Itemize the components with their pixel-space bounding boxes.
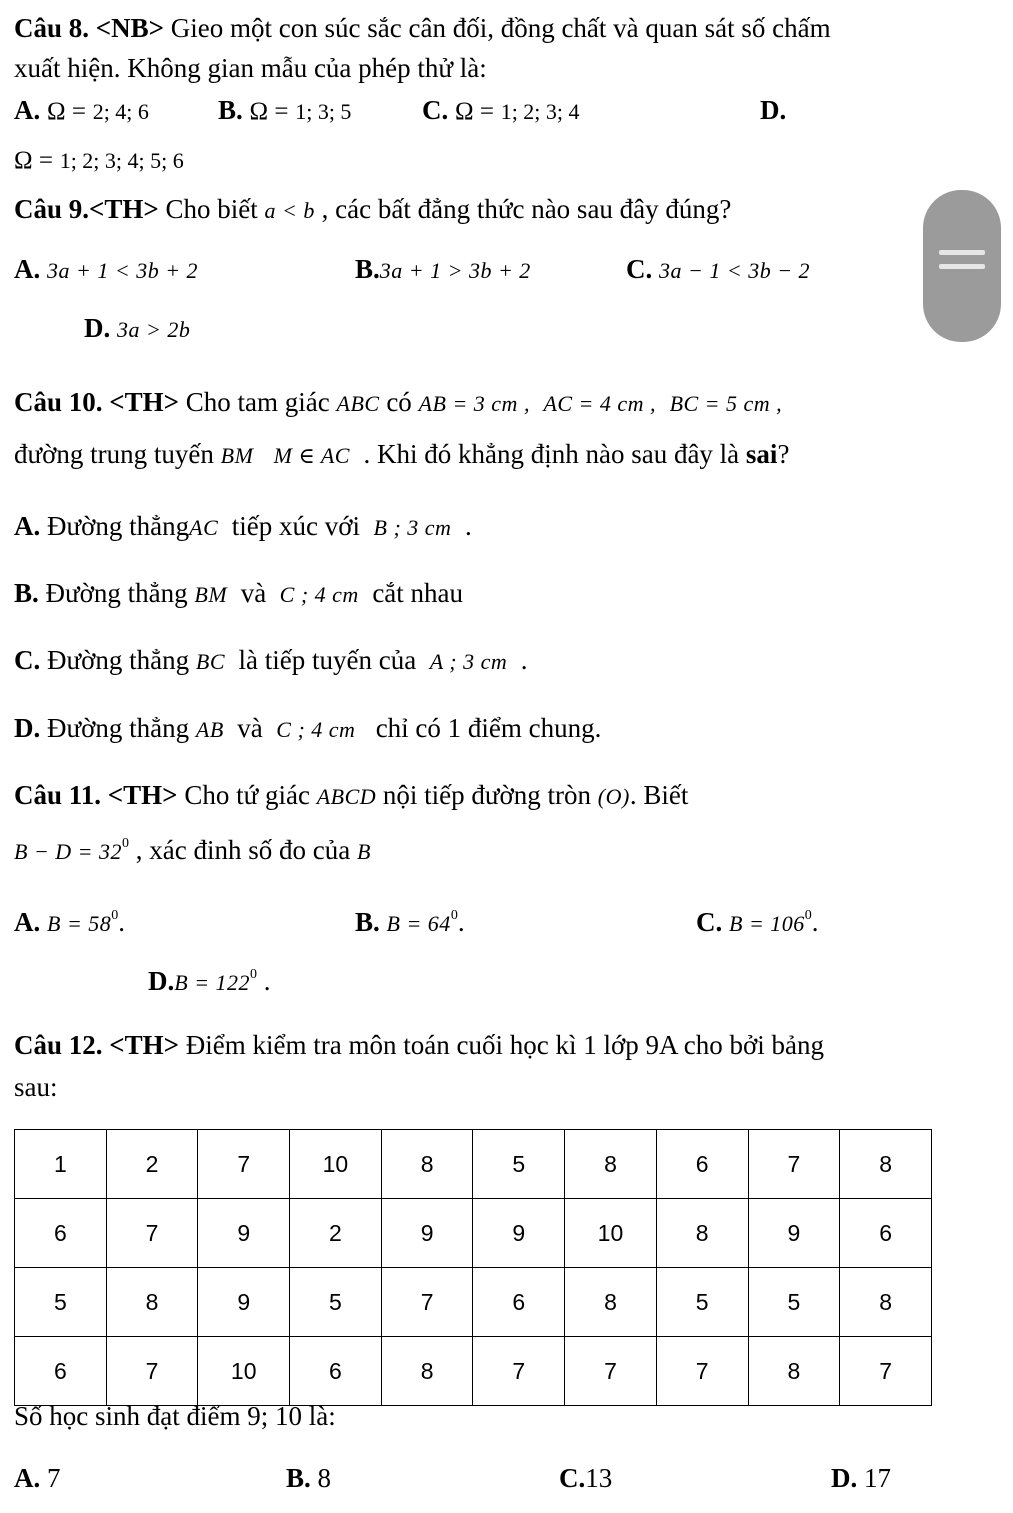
q11-option-a[interactable]: A. $B = 58^0$. (14, 907, 126, 937)
q10-option-b[interactable]: B. Đường thẳng BM và C ; 4 cm cắt nhau (14, 578, 464, 608)
q12-line2: sau: (14, 1072, 58, 1102)
table-row: 5 8 9 5 7 6 8 5 5 8 (15, 1268, 932, 1337)
q10-option-c[interactable]: C. Đường thẳng BC là tiếp tuyến của A ; 3 cm . (14, 645, 528, 675)
q9-option-b[interactable]: B.3a + 1 > 3b + 2 (355, 254, 531, 284)
q9-label: Câu 9. (14, 194, 90, 224)
q8-tag: <NB> (95, 13, 165, 43)
table-row: 6 7 9 2 9 9 10 8 9 6 (15, 1199, 932, 1268)
q12-question: Số học sinh đạt điểm 9; 10 là: (14, 1401, 336, 1431)
q10-option-a[interactable]: A. Đường thẳngAC tiếp xúc với B ; 3 cm . (14, 511, 472, 541)
table-row: 1 2 7 10 8 5 8 6 7 8 (15, 1130, 932, 1199)
table-row: 6 7 10 6 8 7 7 7 8 7 (15, 1337, 932, 1406)
q8-line1 (14, 12, 831, 44)
handle-grip-icon (939, 250, 985, 255)
q10-line1: Câu 10. <TH> Cho tam giác ABC có AB = 3 cm , AC = 4 cm , BC = 5 cm , (14, 387, 783, 417)
q10-line2: đường trung tuyến BM M ∈ AC . Khi đó khẳng định nào sau đây là sai? (14, 439, 790, 469)
q11-line1: Câu 11. <TH> Cho tứ giác ABCD nội tiếp đường tròn (O). Biết (14, 780, 689, 810)
q11-label: Câu 11. (14, 780, 102, 810)
q11-option-d[interactable]: $D.B = 122^0$ . (148, 966, 271, 996)
q12-option-d[interactable]: D. 17 (831, 1463, 891, 1493)
q8-option-d-value[interactable]: Ω = 1; 2; 3; 4; 5; 6 (14, 147, 184, 174)
handle-grip-icon (939, 264, 985, 269)
q9-condition: a < b (264, 198, 315, 223)
q8-text2: xuất hiện. Không gian mẫu của phép thử là: (14, 53, 487, 83)
q9-option-d[interactable]: D. 3a > 2b (84, 313, 191, 343)
q8-option-b[interactable]: B. Ω = 1; 3; 5 (218, 95, 352, 125)
drag-handle[interactable] (923, 190, 1001, 342)
q11-option-c[interactable]: C. $B = 106^0$. (696, 907, 819, 937)
q9-line1: Câu 9.<TH> Cho biết a < b , các bất đẳng thức nào sau đây đúng? (14, 194, 732, 224)
q10-label: Câu 10. (14, 387, 103, 417)
q12-line1: Câu 12. <TH> Điểm kiểm tra môn toán cuối học kì 1 lớp 9A cho bởi bảng (14, 1030, 824, 1060)
q12-option-c[interactable]: C.13 (559, 1463, 613, 1493)
q8-option-d-key[interactable]: D. (760, 95, 787, 125)
score-table (14, 1129, 932, 1406)
q12-tag: <TH> (109, 1030, 180, 1060)
q8-option-c[interactable]: C. Ω = 1; 2; 3; 4 (422, 95, 580, 125)
q8-text1: Gieo một con súc sắc cân đối, đồng chất và quan sát số chấm (170, 13, 831, 43)
q9-tag: <TH> (89, 194, 159, 224)
q8-label: Câu 8. (14, 13, 90, 43)
q8-line2 (14, 52, 487, 84)
q12-label: Câu 12. (14, 1030, 103, 1060)
q11-option-b[interactable]: B. $B = 64^0$. (355, 907, 465, 937)
q9-option-a[interactable]: A. 3a + 1 < 3b + 2 (14, 254, 199, 284)
q12-option-a[interactable]: A. 7 (14, 1463, 61, 1493)
q8-option-a[interactable]: A. Ω = 2; 4; 6 (14, 95, 149, 125)
q12-option-b[interactable]: B. 8 (286, 1463, 332, 1493)
q9-option-c[interactable]: C. 3a − 1 < 3b − 2 (626, 254, 811, 284)
q10-option-d[interactable]: D. Đường thẳng AB và C ; 4 cm chỉ có 1 điểm chung. (14, 713, 602, 743)
q11-line2: $B - D = 32^0$ , xác đinh số đo của B (14, 835, 371, 865)
q10-tag: <TH> (109, 387, 180, 417)
q11-tag: <TH> (107, 780, 178, 810)
